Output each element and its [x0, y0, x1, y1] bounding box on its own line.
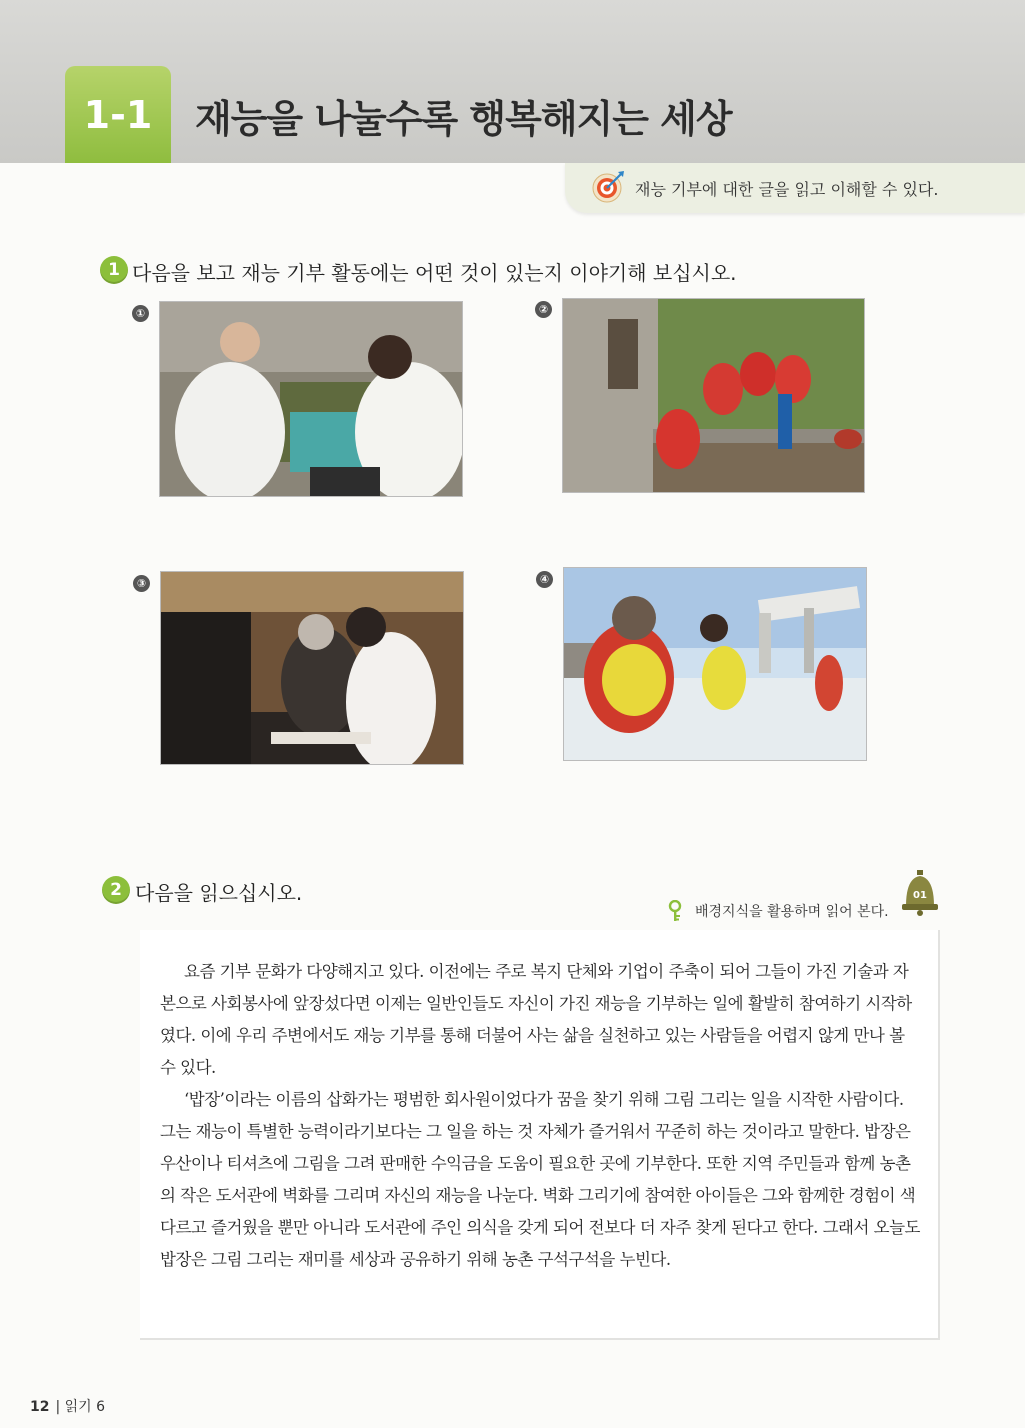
photo-skating-rink: [563, 567, 867, 761]
question-2-text: 다음을 읽으십시오.: [135, 881, 303, 905]
reading-paragraph-1: 요즘 기부 문화가 다양해지고 있다. 이전에는 주로 복지 단체와 기업이 주축이 되어 그들이 가진 기술과 자본으로 사회봉사에 앞장섰다면 이제는 일반인들도 자신이 가진 재능을 기부하는 일에 활발히 참여하기 시작하였다. 이에 우리 주변에서도 재능 기부를 통해 더불어 사는 삶을 실천하고 있는 사람들을 어렵지 않게 만나 볼 수 있다.: [160, 962, 912, 1077]
reading-passage: [140, 930, 940, 1340]
question-1-badge: 1: [100, 256, 128, 284]
track-number: 01: [913, 890, 927, 901]
photo-2-label: ②: [535, 301, 552, 318]
reading-paragraph-2: ‘밥장’이라는 이름의 삽화가는 평범한 회사원이었다가 꿈을 찾기 위해 그림 그리는 일을 시작한 사람이다. 그는 재능이 특별한 능력이라기보다는 그 일을 하는 것 자체가 즐거워서 꾸준히 하는 것이라고 말한다. 밥장은 우산이나 티셔츠에 그림을 그려 판매한 수익금을 도움이 필요한 곳에 기부한다. 또한 지역 주민들과 함께 농촌의 작은 도서관에 벽화를 그리며 자신의 재능을 나눈다. 벽화 그리기에 참여한 아이들은 그와 함께한 경험이 색다르고 즐거웠을 뿐만 아니라 도서관에 주인 의식을 갖게 되어 전보다 더 자주 찾게 된다고 한다. 그래서 오늘도 밥장은 그림 그리는 재미를 세상과 공유하기 위해 농촌 구석구석을 누빈다.: [160, 1090, 920, 1269]
question-1-text: 다음을 보고 재능 기부 활동에는 어떤 것이 있는지 이야기해 보십시오.: [132, 261, 737, 285]
lesson-number: 1-1: [65, 66, 171, 163]
photo-3-label: ③: [133, 575, 150, 592]
page-footer: [30, 1396, 105, 1416]
photo-piano-lesson: [160, 571, 464, 765]
hint-text: 배경지식을 활용하며 읽어 본다.: [695, 904, 889, 920]
objective-text: 재능 기부에 대한 글을 읽고 이해할 수 있다.: [635, 180, 939, 199]
photo-medical-volunteers: [159, 301, 463, 497]
page-number: 12: [30, 1399, 50, 1415]
key-icon: [667, 900, 683, 922]
section-name: | 읽기 6: [55, 1399, 106, 1415]
photo-4-label: ④: [536, 571, 553, 588]
audio-track-icon[interactable]: [898, 870, 942, 916]
lesson-title: 재능을 나눌수록 행복해지는 세상: [195, 97, 732, 141]
question-2-badge: 2: [102, 876, 130, 904]
photo-1-label: ①: [132, 305, 149, 322]
target-icon: [591, 170, 625, 204]
learning-objective: [565, 163, 1025, 213]
reading-hint: [667, 900, 889, 922]
photo-farm-volunteers: [562, 298, 865, 493]
